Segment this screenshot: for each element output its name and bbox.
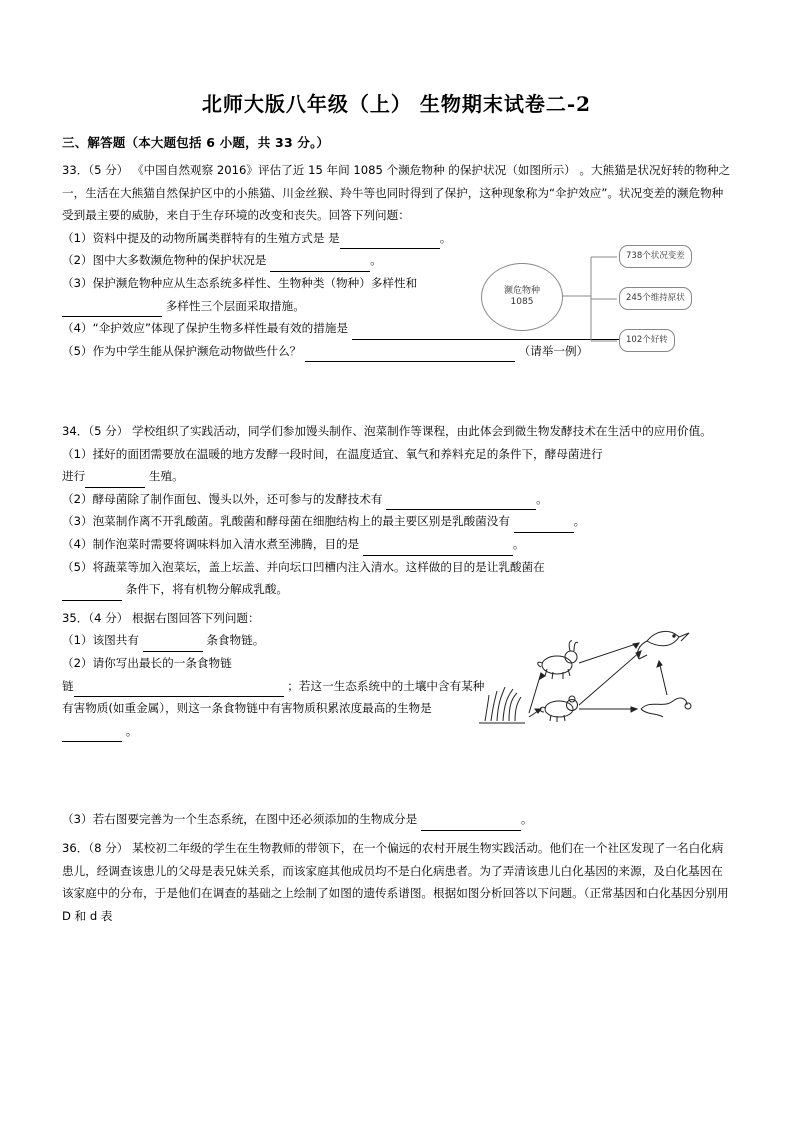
- answer-blank[interactable]: [74, 683, 284, 697]
- figure-box-3: 102个好转: [619, 329, 675, 352]
- question-35: [62, 607, 731, 831]
- question-35-item-2-tail: 链 ；若这一生态系统中的土壤中含有某种有害物质(如重金属），则这一条食物链中有害物质积累浓度最高的生物是 。: [62, 675, 492, 743]
- question-33-stem-text: 《中国自然观察 2016》评估了近 15 年间 1085 个濒危物种 的保护状况（如图所示） 。大熊猫是状况好转的物种之一，生活在大熊猫自然保护区中的小熊猫、川金丝猴、羚牛等也同时得到了保护，这种现象称为“伞护效应”。状况变差的濒危物种受到最主要的威胁，来自于生存环境的改变和丧失。回答下列问题：: [62, 163, 731, 223]
- question-33-item-4-text: （4）“伞护效应”体现了保护生物多样性最有效的措施是: [62, 321, 349, 336]
- answer-blank[interactable]: [62, 587, 122, 601]
- figure-box-2: 245个维持原状: [619, 287, 692, 310]
- question-34-item-4: （4）制作泡菜时需要将调味料加入清水煮至沸腾，目的是 。: [62, 533, 731, 556]
- answer-blank[interactable]: [62, 728, 122, 742]
- question-34-item-3-text: （3）泡菜制作离不开乳酸菌。乳酸菌和酵母菌在细胞结构上的最主要区别是乳酸菌没有: [62, 514, 510, 529]
- section-heading: 三、解答题（本大题包括 6 小题，共 33 分。）: [62, 135, 330, 150]
- page-title: 北师大版八年级（上） 生物期末试卷二-2: [201, 92, 592, 116]
- question-35-item-1-text: （1）该图共有: [62, 633, 139, 648]
- question-34-item-1-text: （1）揉好的面团需要放在温暖的地方发酵一段时间，在温度适宜、氧气和养料充足的条件下，酵母菌进行: [62, 446, 603, 461]
- figure-box-1: 738个状况变差: [619, 245, 692, 268]
- question-34-item-2-text: （2）酵母菌除了制作面包、馒头以外，还可参与的发酵技术有: [62, 491, 383, 506]
- question-34-stem: [62, 420, 731, 443]
- question-33-number: 33．（5 分）: [62, 163, 129, 177]
- question-33-item-5-text: （5）作为中学生能从保护濒危动物做些什么？: [62, 343, 302, 358]
- question-34-stem-text: 学校组织了实践活动，同学们参加馒头制作、泡菜制作等课程，由此体会到微生物发酵技术在生活中的应用价值。: [132, 424, 712, 438]
- food-web-diagram: [471, 613, 721, 753]
- question-33-item-5-tail-text: （请举一例）: [518, 343, 589, 358]
- question-33-item-3-text: （3）保护濒危物种应从生态系统多样性、生物种类（物种）多样性和: [62, 275, 418, 290]
- question-34-item-5: [62, 556, 731, 579]
- question-33-item-2-text: （2）图中大多数濒危物种的保护状况是: [62, 253, 267, 268]
- question-35-item-1-tail-text: 条食物链。: [206, 633, 265, 648]
- question-34-item-2: （2）酵母菌除了制作面包、馒头以外，还可参与的发酵技术有 。: [62, 488, 731, 511]
- answer-blank[interactable]: [386, 496, 536, 510]
- question-35-item-2-tail-text: ；若这一生态系统中的土壤中含有某种有害物质(如重金属），则这一条食物链中有害物质积累浓度最高的生物是: [62, 678, 485, 716]
- question-35-stem-text: 根据右图回答下列问题：: [132, 610, 260, 625]
- question-34-item-5-tail: [62, 578, 731, 601]
- question-34: [62, 420, 731, 601]
- question-36: [62, 837, 731, 927]
- question-34-item-1-tail-text: 生殖。: [148, 469, 184, 484]
- question-35-number: 35．（4 分）: [62, 610, 129, 625]
- answer-blank[interactable]: [85, 474, 145, 488]
- question-36-stem: [62, 837, 731, 927]
- question-33-item-1: （1）资料中提及的动物所属类群特有的生殖方式是 是 。: [62, 227, 492, 250]
- answer-blank[interactable]: [143, 638, 203, 652]
- question-33-stem: [62, 159, 731, 227]
- question-33-item-2: （2）图中大多数濒危物种的保护状况是 。: [62, 249, 492, 272]
- figure-center-line2: 1085: [510, 297, 534, 307]
- question-36-number: 36．（8 分）: [62, 840, 129, 855]
- answer-blank[interactable]: [340, 235, 440, 249]
- answer-blank[interactable]: [421, 817, 521, 831]
- question-33-item-1-text: （1）资料中提及的动物所属类群特有的生殖方式是: [62, 230, 325, 245]
- question-34-item-1-tail: 进行 生殖。: [62, 465, 731, 488]
- question-35-item-2-tail2-text: 。: [125, 723, 138, 738]
- question-33-figure: [471, 241, 731, 361]
- question-35-figure: [471, 613, 721, 753]
- question-35-item-2-text: （2）请你写出最长的一条食物链: [62, 655, 232, 670]
- question-34-item-4-text: （4）制作泡菜时需要将调味料加入清水煮至沸腾，目的是: [62, 536, 360, 551]
- question-35-item-3: （3）若右图要完善为一个生态系统，在图中还必须添加的生物成分是 。: [62, 808, 731, 831]
- answer-blank[interactable]: [514, 519, 574, 533]
- figure-center-line1: 濒危物种: [503, 285, 540, 296]
- question-35-item-3-text: （3）若右图要完善为一个生态系统，在图中还必须添加的生物成分是: [62, 812, 418, 827]
- answer-blank[interactable]: [270, 258, 370, 272]
- question-33-item-3-tail-text: 多样性三个层面采取措施。: [165, 298, 305, 313]
- figure-connector-lines: [471, 241, 731, 361]
- question-33-item-3: [62, 272, 502, 295]
- question-36-stem-text: 某校初二年级的学生在生物教师的带领下，在一个偏远的农村开展生物实践活动。他们在一个社区发现了一名白化病患儿，经调查该患儿的父母是表兄妹关系，而该家庭其他成员均不是白化病患者。为了弄清该患儿白化基因的来源，及白化基因在该家庭中的分布，于是他们在调查的基础之上绘制了如图的遗传系谱图。根据如图分析回答以下问题。（正常基因和白化基因分别用 D 和 d 表: [62, 840, 729, 923]
- question-34-item-5-tail-text: 条件下，将有机物分解成乳酸。: [125, 582, 289, 597]
- question-33: [62, 159, 731, 414]
- question-34-number: 34．（5 分）: [62, 424, 129, 438]
- answer-blank[interactable]: [363, 542, 513, 556]
- answer-blank[interactable]: [62, 303, 162, 317]
- question-34-item-1: [62, 443, 731, 466]
- question-34-item-5-text: （5）将蔬菜等加入泡菜坛，盖上坛盖、并向坛口凹槽内注入清水。这样做的目的是让乳酸菌在: [62, 559, 545, 574]
- question-34-item-3: （3）泡菜制作离不开乳酸菌。乳酸菌和酵母菌在细胞结构上的最主要区别是乳酸菌没有 。: [62, 510, 731, 533]
